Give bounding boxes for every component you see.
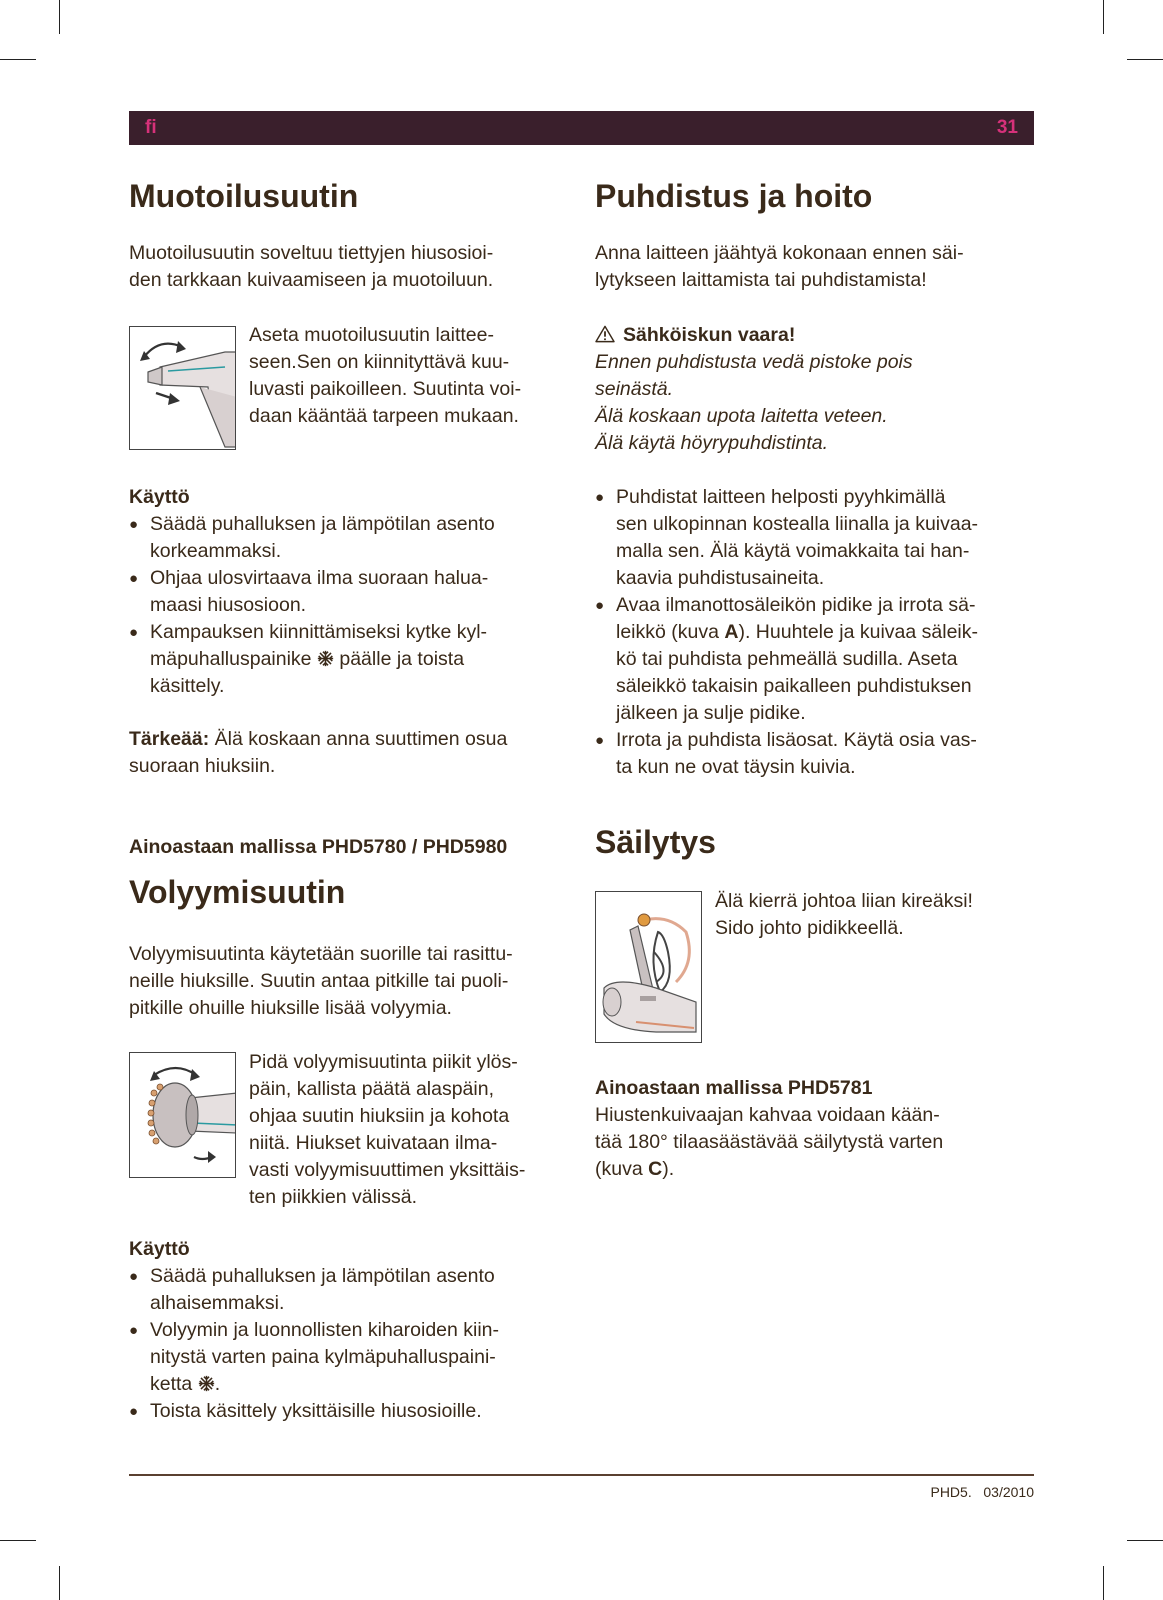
text-line: luvasti paikoilleen. Suutinta voi- (249, 378, 522, 400)
crop-mark (59, 1566, 60, 1600)
rotating-handle-note: Ainoastaan mallissa PHD5781 Hiustenkuivaajan kahvaa voidaan kään- tää 180° tilaasäästävää säilytystä varten (kuva C). (595, 1077, 944, 1180)
list-item: ● Kampauksen kiinnittämiseksi kytke kyl- mäpuhalluspainike päälle ja toista käsittely. (129, 619, 569, 700)
styling-nozzle-instructions (249, 322, 579, 430)
volume-nozzle-intro: Volyymisuutinta käytetään suorille tai rasittu- neille hiuksille. Suutin antaa pitkille tai puoli- pitkille ohuille hiuksille lisää volyymia. (129, 943, 513, 1019)
language-code: fi (145, 117, 157, 138)
styling-nozzle-intro (129, 240, 569, 294)
crop-mark (0, 59, 36, 60)
list-item: ● Puhdistat laitteen helposti pyyhkimällä sen ulkopinnan kostealla liinalla ja kuivaa- malla sen. Älä käytä voimakkaita tai han- kaavia puhdistusaineita. (595, 484, 1035, 592)
warning-triangle-icon (595, 325, 615, 343)
section-title-cleaning: Puhdistus ja hoito (595, 178, 873, 214)
left-column (129, 0, 569, 1600)
snowflake-icon (198, 1375, 215, 1392)
section-title-styling-nozzle: Muotoilusuutin (129, 178, 359, 214)
snowflake-icon (317, 650, 334, 667)
section-title-volume-nozzle: Volyymisuutin (129, 874, 346, 910)
styling-nozzle-illustration (129, 326, 236, 450)
usage-heading: Käyttö (129, 486, 190, 508)
storage-instructions: Älä kierrä johtoa liian kireäksi! Sido johto pidikkeellä. (715, 890, 973, 939)
crop-mark (1103, 1566, 1104, 1600)
crop-mark (59, 0, 60, 34)
text-line: seen.Sen on kiinnityttävä kuu- (249, 351, 510, 373)
page-number: 31 (996, 117, 1018, 138)
section-title-storage: Säilytys (595, 824, 716, 860)
list-item: ● Ohjaa ulosvirtaava ilma suoraan halua- maasi hiusosioon. (129, 565, 569, 619)
list-item: ● Toista käsittely yksittäisille hiusosioille. (129, 1398, 569, 1425)
important-note: Tärkeää: Älä koskaan anna suuttimen osua suoraan hiuksiin. (129, 728, 508, 777)
volume-nozzle-instructions: Pidä volyymisuutinta piikit ylös- päin, kallista päätä alaspäin, ohjaa suutin hiuksiin ja kohota niitä. Hiukset kuivataan ilma- vasti volyymisuuttimen yksittäis- ten piikkien välissä. (249, 1051, 526, 1208)
list-item: ● Avaa ilmanottosäleikön pidike ja irrota sä- leikkö (kuva A). Huuhtele ja kuivaa säleik- kö tai puhdista pehmeällä sudilla. Aseta säleikkö takaisin paikalleen puhdistuksen jälkeen ja sulje pidike. (595, 592, 1035, 727)
cleaning-intro: Anna laitteen jäähtyä kokonaan ennen säi- lytykseen laittamista tai puhdistamista! (595, 242, 964, 291)
crop-mark (0, 1540, 36, 1541)
list-item: ● Irrota ja puhdista lisäosat. Käytä osia vas- ta kun ne ovat täysin kuivia. (595, 727, 1035, 781)
storage-illustration (595, 891, 702, 1043)
volume-nozzle-illustration (129, 1052, 236, 1178)
footer-info: PHD5. 03/2010 (930, 1484, 1034, 1500)
footer-rule (129, 1474, 1034, 1476)
cleaning-list (595, 484, 1035, 781)
crop-mark (1127, 59, 1163, 60)
usage-list (129, 511, 569, 700)
text-line: Muotoilusuutin soveltuu tiettyjen hiusosioi- (129, 242, 494, 264)
model-note: Ainoastaan mallissa PHD5780 / PHD5980 (129, 836, 508, 858)
text-line: Aseta muotoilusuutin laittee- (249, 324, 494, 346)
shock-warning: Sähköiskun vaara! Ennen puhdistusta vedä pistoke pois seinästä. Älä koskaan upota laitetta veteen. Älä käytä höyrypuhdistinta. (595, 324, 913, 454)
crop-mark (1103, 0, 1104, 34)
right-column (595, 0, 1035, 1600)
list-item: ● Säädä puhalluksen ja lämpötilan asento korkeammaksi. (129, 511, 569, 565)
text-line: den tarkkaan kuivaamiseen ja muotoiluun. (129, 269, 494, 291)
text-line: daan kääntää tarpeen mukaan. (249, 405, 519, 427)
crop-mark (1127, 1540, 1163, 1541)
usage-heading: Käyttö (129, 1238, 190, 1260)
usage-list (129, 1263, 569, 1425)
list-item: ● Säädä puhalluksen ja lämpötilan asento alhaisemmaksi. (129, 1263, 569, 1317)
list-item: ● Volyymin ja luonnollisten kiharoiden kiin- nitystä varten paina kylmäpuhalluspaini- ketta . (129, 1317, 569, 1398)
